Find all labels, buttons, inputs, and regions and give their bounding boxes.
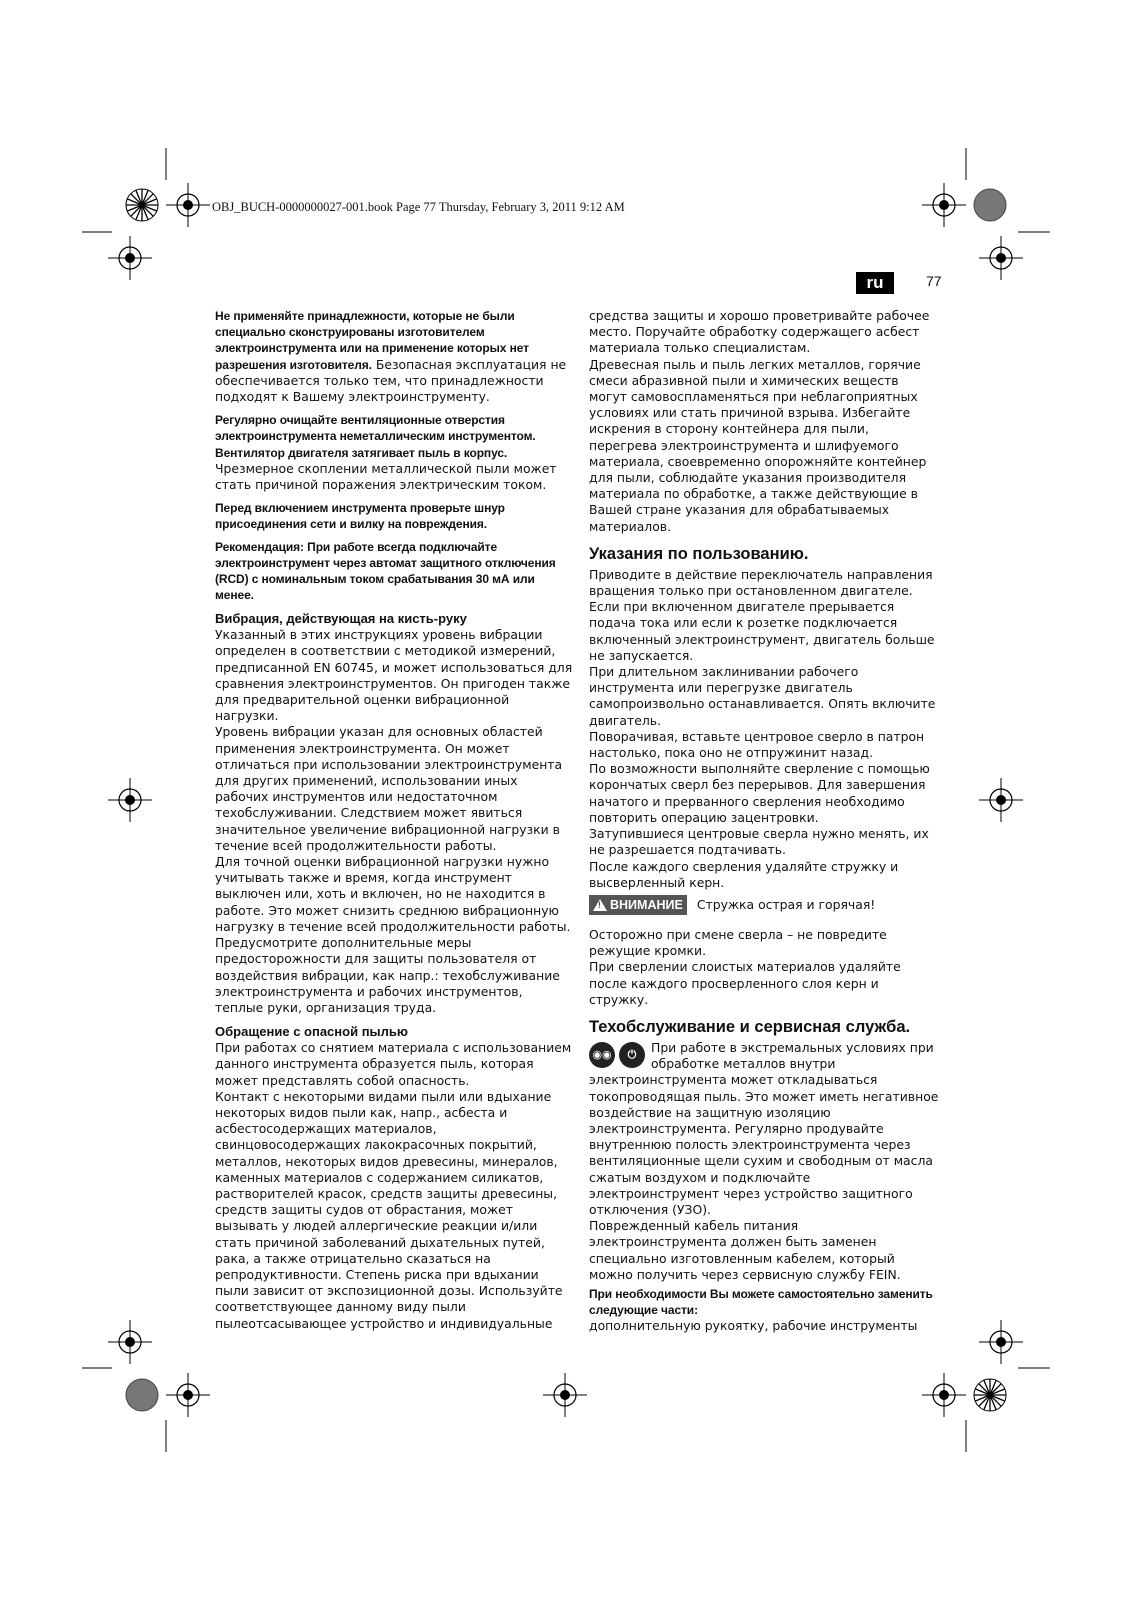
bold-text: Регулярно очищайте вентиляционные отверстия электроинструмента неметаллическим инструментом. Вентилятор двигателя затягивает пыль в корпус.	[215, 413, 536, 460]
paragraph: Если при включенном двигателе прерывается подача тока или если к розетке подключается включенный электроинструмент, двигатель больше не запускается.	[589, 599, 935, 663]
paragraph: Рекомендация: При работе всегда подключайте электроинструмент через автомат защитного отключения (RCD) с номинальным током срабатывания 30 мА или менее.	[215, 540, 556, 603]
paragraph: Древесная пыль и пыль легких металлов, горячие смеси абразивной пыли и химических веществ могут самовоспламеняться при неблагоприятных условиях или стать причиной взрыва. Избегайте искрения в сторону контейнера для пыли, перегрева электроинструмента и шлифуемого материала, своевременно опорожняйте контейнер для пыли, соблюдайте указания производителя материала по обработке, а также действующие в Вашей стране указания для обрабатываемых материалов.	[589, 356, 927, 534]
paragraph: Предусмотрите дополнительные меры предосторожности для защиты пользователя от воздействия вибрации, как напр.: техобслуживание электроинструмента и рабочих инструментов, теплые руки, организация труда.	[215, 935, 560, 1015]
section-heading-dust: Обращение с опасной пылью	[215, 1024, 408, 1040]
paragraph: Указанный в этих инструкциях уровень вибрации определен в соответствии с методикой измерений, предписанной EN 60745, и может использоваться для сравнения электроинструментов. Он пригоден также для предварительной оценки вибрационной нагрузки.	[215, 627, 573, 724]
paragraph: дополнительную рукоятку, рабочие инструменты	[589, 1317, 918, 1333]
unplug-tool-icon: ⏻	[619, 1042, 645, 1068]
paragraph	[215, 412, 573, 493]
warning-triangle-icon: !	[593, 899, 607, 911]
paragraph: При работах со снятием материала с использованием данного инструмента образуется пыль, которая может представлять собой опасность.	[215, 1040, 572, 1088]
right-column	[589, 308, 939, 1334]
warning-badge	[589, 895, 687, 915]
paragraph: Приводите в действие переключатель направления вращения только при остановленном двигателе.	[589, 566, 933, 599]
text: При работе в экстремальных условиях при обработке металлов внутри электроинструмента может откладываться токопроводящая пыль. Это может иметь негативное воздействие на защитную изоляцию электроинструмента. Регулярно продувайте внутреннюю полость электроинструмента через вентиляционные щели сухим и свободным от масла сжатым воздухом и подключайте электроинструмент через устройство защитного отключения (УЗО).	[589, 1039, 939, 1217]
paragraph: Контакт с некоторыми видами пыли или вдыхание некоторых видов пыли как, напр., асбеста и асбестосодержащих материалов, свинцовосодержащих лакокрасочных покрытий, металлов, некоторых видов древесины, минералов, каменных материалов с содержанием силикатов, растворителей красок, средств защиты древесины, средств защиты судов от обрастания, может вызывать у людей аллергические реакции и/или стать причиной заболеваний дыхательных путей, рака, а также отрицательно сказаться на репродуктивности. Степень риска при вдыхании пыли зависит от экспозиционной дозы. Используйте соответствующее данному виду пыли пылеотсасывающее устройство и индивидуальные	[215, 1088, 563, 1331]
safety-icons	[589, 1042, 645, 1068]
paragraph	[589, 1040, 939, 1218]
warning-notice	[589, 895, 939, 915]
paragraph: Затупившиеся центровые сверла нужно менять, их не разрешается подтачивать.	[589, 826, 929, 858]
language-badge: ru	[856, 272, 894, 294]
warning-text: Стружка острая и горячая!	[696, 896, 876, 912]
paragraph: По возможности выполняйте сверление с помощью корончатых сверл без перерывов. Для завершения начатого и прерванного сверления необходимо повторить операцию зацентровки.	[589, 761, 930, 825]
paragraph	[215, 308, 573, 405]
paragraph: После каждого сверления удаляйте стружку и высверленный керн.	[589, 858, 899, 890]
section-heading-usage: Указания по пользованию.	[589, 544, 809, 563]
paragraph: Осторожно при смене сверла – не повредите режущие кромки.	[589, 926, 887, 959]
paragraph: При длительном заклинивании рабочего инструмента или перегрузке двигатель самопроизвольно останавливается. Опять включите двигатель.	[589, 664, 936, 728]
warning-label: ВНИМАНИЕ	[610, 897, 683, 912]
protective-goggles-icon: ◉◉	[589, 1042, 615, 1068]
paragraph: Поворачивая, вставьте центровое сверло в патрон настолько, пока оно не отпружинит назад.	[589, 728, 925, 761]
paragraph: При необходимости Вы можете самостоятельно заменить следующие части:	[589, 1286, 933, 1317]
paragraph: Уровень вибрации указан для основных областей применения электроинструмента. Он может отличаться при использовании электроинструмента для других применений, использовании иных рабочих инструментов или недостаточном техобслуживании. Следствием может явиться значительное увеличение вибрационной нагрузки в течение всей продолжительности работы.	[215, 724, 563, 853]
paragraph: При сверлении слоистых материалов удаляйте после каждого просверленного слоя керн и стружку.	[589, 959, 901, 1007]
paragraph: Для точной оценки вибрационной нагрузки нужно учитывать также и время, когда инструмент выключен или, хоть и включен, но не находится в работе. Это может снизить среднюю вибрационную нагрузку в течение всей продолжительности работы.	[215, 854, 571, 934]
bold-text: Не применяйте принадлежности, которые не были специально сконструированы изготовителем электроинструмента или на применение которых нет разрешения изготовителя.	[215, 309, 529, 372]
paragraph: Поврежденный кабель питания электроинструмента должен быть заменен специально изготовленным кабелем, который можно получить через сервисную службу FEIN.	[589, 1218, 901, 1282]
text: Чрезмерное скоплении металлической пыли может стать причиной поражения электрическим током.	[215, 460, 557, 493]
file-info-header: OBJ_BUCH-0000000027-001.book Page 77 Thursday, February 3, 2011 9:12 AM	[212, 200, 625, 214]
left-column	[215, 308, 573, 1332]
section-heading-service: Техобслуживание и сервисная служба.	[589, 1017, 911, 1036]
section-heading-vibration: Вибрация, действующая на кисть-руку	[215, 611, 467, 627]
paragraph: Перед включением инструмента проверьте шнур присоединения сети и вилку на повреждения.	[215, 501, 505, 532]
page-number: 77	[926, 273, 942, 289]
text: Безопасная эксплуатация не обеспечивается только тем, что принадлежности подходят к Вашему электроинструменту.	[215, 356, 567, 405]
paragraph: средства защиты и хорошо проветривайте рабочее место. Поручайте обработку содержащего асбест материала только специалистам.	[589, 308, 930, 356]
